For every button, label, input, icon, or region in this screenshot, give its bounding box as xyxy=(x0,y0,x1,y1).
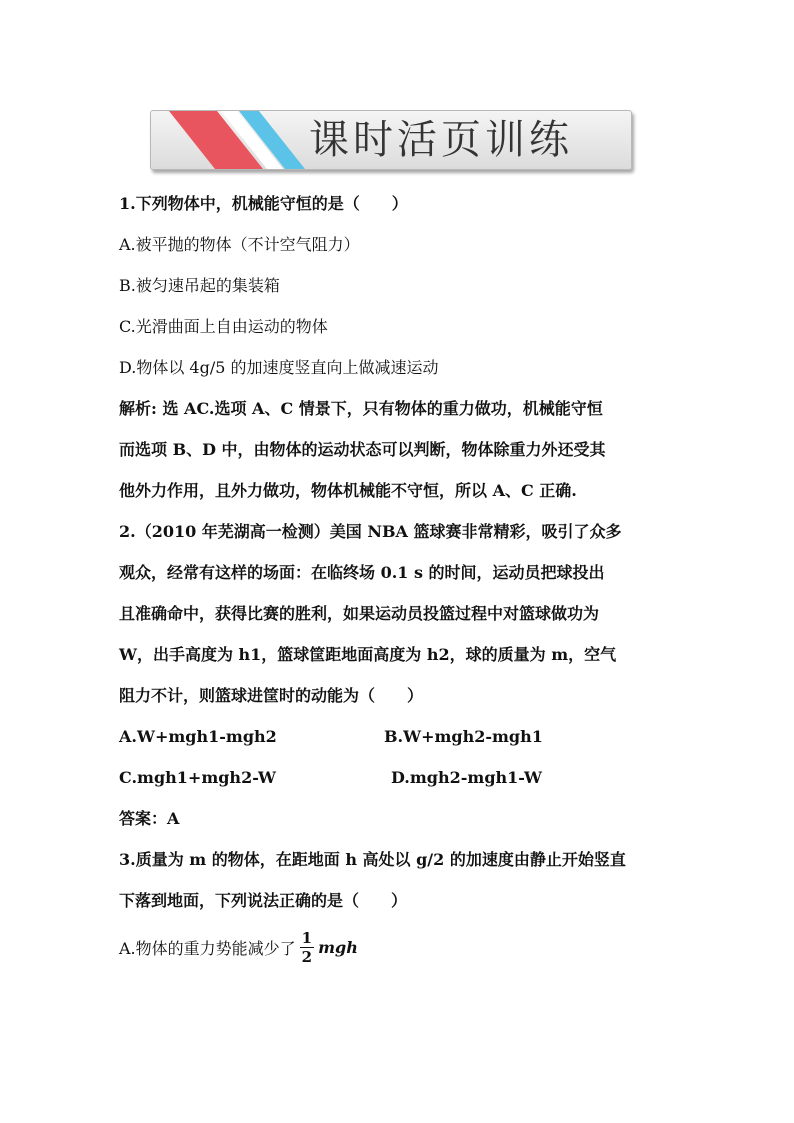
q1-option-b: B.被匀速吊起的集装箱 xyxy=(119,276,280,295)
q3-option-a-expression: mgh xyxy=(318,937,358,957)
q1-analysis-line-3: 他外力作用，且外力做功，物体机械能不守恒，所以 A、C 正确. xyxy=(119,481,577,500)
q1-stem: 1.下列物体中，机械能守恒的是（ ） xyxy=(119,194,408,213)
q2-stem-line-2: 观众，经常有这样的场面：在临终场 0.1 s 的时间，运动员把球投出 xyxy=(119,563,605,582)
q2-answer: 答案：A xyxy=(119,809,180,828)
fraction-denominator: 2 xyxy=(301,947,313,966)
banner-title: 课时活页训练 xyxy=(309,117,573,163)
exercise-content xyxy=(119,183,679,973)
q1-option-a: A.被平抛的物体（不计空气阻力） xyxy=(119,235,360,254)
q3-option-a xyxy=(119,921,679,973)
title-banner xyxy=(150,110,632,170)
q1-analysis-line-1: 解析: 选 AC.选项 A、C 情景下，只有物体的重力做功，机械能守恒 xyxy=(119,399,603,418)
q3-stem-line-2: 下落到地面，下列说法正确的是（ ） xyxy=(119,891,408,910)
q3-option-a-fraction xyxy=(300,929,314,966)
q2-option-a: A.W+mgh1-mgh2 xyxy=(119,727,277,746)
q1-analysis-line-2: 而选项 B、D 中，由物体的运动状态可以判断，物体除重力外还受其 xyxy=(119,440,606,459)
q3-stem-line-1: 3.质量为 m 的物体，在距地面 h 高处以 g/2 的加速度由静止开始竖直 xyxy=(119,850,626,869)
q2-options-row-1 xyxy=(119,716,679,757)
fraction-numerator: 1 xyxy=(301,928,313,947)
q2-stem-line-5: 阻力不计，则篮球进筐时的动能为（ ） xyxy=(119,686,424,705)
q2-options-row-2 xyxy=(119,757,679,798)
q2-option-c: C.mgh1+mgh2-W xyxy=(119,768,276,787)
q2-stem-line-3: 且准确命中，获得比赛的胜利，如果运动员投篮过程中对篮球做功为 xyxy=(119,604,600,623)
q1-option-d: D.物体以 4g/5 的加速度竖直向上做减速运动 xyxy=(119,358,439,377)
q1-option-c: C.光滑曲面上自由运动的物体 xyxy=(119,317,328,336)
q2-option-d: D.mgh2-mgh1-W xyxy=(391,768,543,787)
q2-stem-line-1: 2.（2010 年芜湖高一检测）美国 NBA 篮球赛非常精彩，吸引了众多 xyxy=(119,522,622,541)
q2-option-b: B.W+mgh2-mgh1 xyxy=(384,727,543,746)
q2-stem-line-4: W，出手高度为 h1，篮球筐距地面高度为 h2，球的质量为 m，空气 xyxy=(119,645,617,664)
q3-option-a-text: A.物体的重力势能减少了 xyxy=(119,938,296,958)
